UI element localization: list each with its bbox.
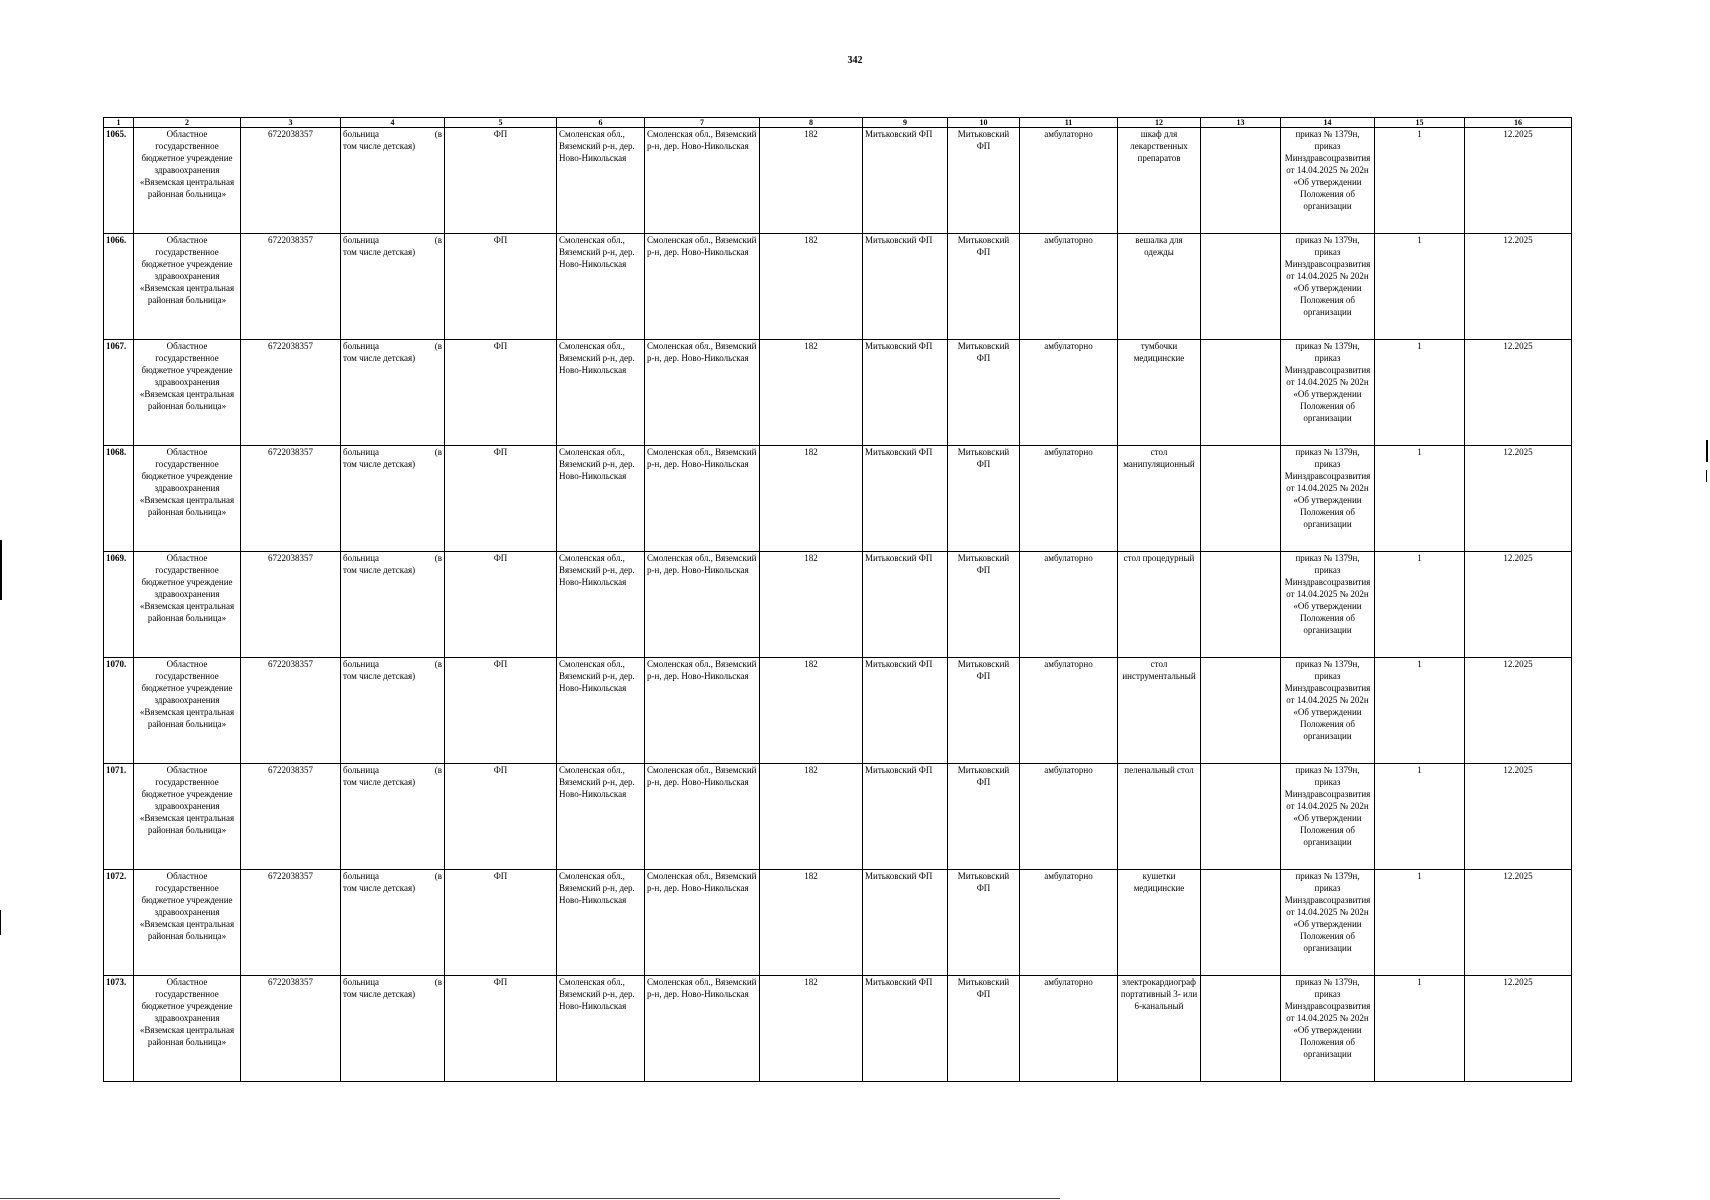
equipment-cell: вешалка для одежды [1118, 234, 1201, 340]
care-type-cell: амбулаторно [1020, 234, 1118, 340]
column-header: 8 [760, 118, 863, 128]
date-cell: 12.2025 [1465, 128, 1572, 234]
table-row [104, 870, 1572, 976]
order-cell: приказ № 1379н, приказ Минздравсоцразвития от 14.04.2025 № 202н «Об утверждении Положения об организации [1281, 552, 1375, 658]
facility-type-bracket: (в [434, 871, 442, 881]
equipment-cell: стол инструментальный [1118, 658, 1201, 764]
quantity-cell: 1 [1375, 764, 1465, 870]
empty-cell [1201, 234, 1281, 340]
column-header: 13 [1201, 118, 1281, 128]
address-cell: Смоленская обл., Вяземский р-н, дер. Ново-Никольская [557, 128, 645, 234]
facility-type-label: больница [343, 341, 379, 351]
table-row [104, 976, 1572, 1082]
facility-type-bracket: (в [434, 553, 442, 563]
unit-cell: Митьковский ФП [863, 446, 948, 552]
address-cell: Смоленская обл., Вяземский р-н, дер. Ново-Никольская [557, 976, 645, 1082]
facility-kind: ФП [445, 976, 557, 1082]
facility-kind: ФП [445, 340, 557, 446]
location-cell: Смоленская обл., Вяземский р-н, дер. Ново-Никольская [645, 552, 760, 658]
code-cell: 182 [760, 870, 863, 976]
facility-kind: ФП [445, 128, 557, 234]
organization-name: Областное государственное бюджетное учреждение здравоохранения «Вяземская центральная районная больница» [134, 976, 241, 1082]
row-number: 1068. [104, 446, 134, 552]
table-row [104, 340, 1572, 446]
subdivision-cell: Митьковский ФП [948, 976, 1020, 1082]
facility-type-label: больница [343, 447, 379, 457]
facility-type-note: том числе детская) [343, 247, 416, 257]
order-cell: приказ № 1379н, приказ Минздравсоцразвития от 14.04.2025 № 202н «Об утверждении Положения об организации [1281, 446, 1375, 552]
care-type-cell: амбулаторно [1020, 446, 1118, 552]
facility-type [341, 764, 445, 870]
location-cell: Смоленская обл., Вяземский р-н, дер. Ново-Никольская [645, 128, 760, 234]
register-table [103, 117, 1572, 1082]
scan-mark [1706, 440, 1708, 462]
facility-kind: ФП [445, 552, 557, 658]
empty-cell [1201, 870, 1281, 976]
inn-cell: 6722038357 [241, 764, 341, 870]
subdivision-cell: Митьковский ФП [948, 764, 1020, 870]
quantity-cell: 1 [1375, 870, 1465, 976]
column-header: 3 [241, 118, 341, 128]
date-cell: 12.2025 [1465, 340, 1572, 446]
facility-type-bracket: (в [434, 235, 442, 245]
table-row [104, 552, 1572, 658]
location-cell: Смоленская обл., Вяземский р-н, дер. Ново-Никольская [645, 976, 760, 1082]
facility-kind: ФП [445, 658, 557, 764]
empty-cell [1201, 446, 1281, 552]
inn-cell: 6722038357 [241, 128, 341, 234]
unit-cell: Митьковский ФП [863, 976, 948, 1082]
date-cell: 12.2025 [1465, 446, 1572, 552]
column-header: 10 [948, 118, 1020, 128]
unit-cell: Митьковский ФП [863, 128, 948, 234]
facility-type-note: том числе детская) [343, 989, 416, 999]
scan-mark [0, 540, 2, 600]
facility-type-bracket: (в [434, 977, 442, 987]
facility-type-note: том числе детская) [343, 883, 416, 893]
column-header: 9 [863, 118, 948, 128]
column-header: 6 [557, 118, 645, 128]
quantity-cell: 1 [1375, 976, 1465, 1082]
address-cell: Смоленская обл., Вяземский р-н, дер. Ново-Никольская [557, 870, 645, 976]
unit-cell: Митьковский ФП [863, 552, 948, 658]
code-cell: 182 [760, 764, 863, 870]
code-cell: 182 [760, 128, 863, 234]
date-cell: 12.2025 [1465, 976, 1572, 1082]
facility-type-bracket: (в [434, 129, 442, 139]
care-type-cell: амбулаторно [1020, 340, 1118, 446]
quantity-cell: 1 [1375, 446, 1465, 552]
care-type-cell: амбулаторно [1020, 764, 1118, 870]
table-body [104, 128, 1572, 1082]
code-cell: 182 [760, 658, 863, 764]
column-header: 2 [134, 118, 241, 128]
equipment-cell: шкаф для лекарственных препаратов [1118, 128, 1201, 234]
unit-cell: Митьковский ФП [863, 234, 948, 340]
facility-type [341, 976, 445, 1082]
facility-type-label: больница [343, 553, 379, 563]
column-header: 14 [1281, 118, 1375, 128]
order-cell: приказ № 1379н, приказ Минздравсоцразвития от 14.04.2025 № 202н «Об утверждении Положения об организации [1281, 234, 1375, 340]
care-type-cell: амбулаторно [1020, 976, 1118, 1082]
facility-type [341, 870, 445, 976]
location-cell: Смоленская обл., Вяземский р-н, дер. Ново-Никольская [645, 446, 760, 552]
order-cell: приказ № 1379н, приказ Минздравсоцразвития от 14.04.2025 № 202н «Об утверждении Положения об организации [1281, 870, 1375, 976]
scan-mark [0, 910, 1, 935]
organization-name: Областное государственное бюджетное учреждение здравоохранения «Вяземская центральная районная больница» [134, 870, 241, 976]
facility-type-note: том числе детская) [343, 141, 416, 151]
order-cell: приказ № 1379н, приказ Минздравсоцразвития от 14.04.2025 № 202н «Об утверждении Положения об организации [1281, 976, 1375, 1082]
subdivision-cell: Митьковский ФП [948, 658, 1020, 764]
empty-cell [1201, 340, 1281, 446]
date-cell: 12.2025 [1465, 764, 1572, 870]
empty-cell [1201, 764, 1281, 870]
inn-cell: 6722038357 [241, 976, 341, 1082]
column-header: 16 [1465, 118, 1572, 128]
column-header: 4 [341, 118, 445, 128]
order-cell: приказ № 1379н, приказ Минздравсоцразвития от 14.04.2025 № 202н «Об утверждении Положения об организации [1281, 658, 1375, 764]
table-row [104, 234, 1572, 340]
row-number: 1065. [104, 128, 134, 234]
subdivision-cell: Митьковский ФП [948, 340, 1020, 446]
empty-cell [1201, 976, 1281, 1082]
inn-cell: 6722038357 [241, 870, 341, 976]
inn-cell: 6722038357 [241, 658, 341, 764]
organization-name: Областное государственное бюджетное учреждение здравоохранения «Вяземская центральная районная больница» [134, 234, 241, 340]
care-type-cell: амбулаторно [1020, 552, 1118, 658]
facility-type-label: больница [343, 977, 379, 987]
row-number: 1071. [104, 764, 134, 870]
facility-type-label: больница [343, 129, 379, 139]
equipment-cell: стол манипуляционный [1118, 446, 1201, 552]
equipment-cell: стол процедурный [1118, 552, 1201, 658]
code-cell: 182 [760, 552, 863, 658]
facility-type-note: том числе детская) [343, 777, 416, 787]
column-header: 12 [1118, 118, 1201, 128]
unit-cell: Митьковский ФП [863, 340, 948, 446]
care-type-cell: амбулаторно [1020, 128, 1118, 234]
subdivision-cell: Митьковский ФП [948, 870, 1020, 976]
inn-cell: 6722038357 [241, 552, 341, 658]
address-cell: Смоленская обл., Вяземский р-н, дер. Ново-Никольская [557, 764, 645, 870]
scan-mark [1706, 470, 1707, 482]
table-header [104, 118, 1572, 128]
facility-kind: ФП [445, 446, 557, 552]
facility-type [341, 234, 445, 340]
subdivision-cell: Митьковский ФП [948, 128, 1020, 234]
order-cell: приказ № 1379н, приказ Минздравсоцразвития от 14.04.2025 № 202н «Об утверждении Положения об организации [1281, 764, 1375, 870]
address-cell: Смоленская обл., Вяземский р-н, дер. Ново-Никольская [557, 234, 645, 340]
facility-kind: ФП [445, 764, 557, 870]
facility-type [341, 446, 445, 552]
order-cell: приказ № 1379н, приказ Минздравсоцразвития от 14.04.2025 № 202н «Об утверждении Положения об организации [1281, 128, 1375, 234]
quantity-cell: 1 [1375, 128, 1465, 234]
code-cell: 182 [760, 234, 863, 340]
unit-cell: Митьковский ФП [863, 658, 948, 764]
empty-cell [1201, 658, 1281, 764]
table-row [104, 764, 1572, 870]
unit-cell: Митьковский ФП [863, 870, 948, 976]
page-number: 342 [847, 55, 863, 66]
date-cell: 12.2025 [1465, 658, 1572, 764]
row-number: 1066. [104, 234, 134, 340]
care-type-cell: амбулаторно [1020, 658, 1118, 764]
row-number: 1070. [104, 658, 134, 764]
organization-name: Областное государственное бюджетное учреждение здравоохранения «Вяземская центральная районная больница» [134, 128, 241, 234]
facility-kind: ФП [445, 234, 557, 340]
column-header: 11 [1020, 118, 1118, 128]
organization-name: Областное государственное бюджетное учреждение здравоохранения «Вяземская центральная районная больница» [134, 340, 241, 446]
subdivision-cell: Митьковский ФП [948, 446, 1020, 552]
equipment-cell: тумбочки медицинские [1118, 340, 1201, 446]
facility-type [341, 658, 445, 764]
inn-cell: 6722038357 [241, 234, 341, 340]
scan-bottom-edge [0, 1198, 1060, 1199]
address-cell: Смоленская обл., Вяземский р-н, дер. Ново-Никольская [557, 446, 645, 552]
location-cell: Смоленская обл., Вяземский р-н, дер. Ново-Никольская [645, 764, 760, 870]
table-row [104, 446, 1572, 552]
address-cell: Смоленская обл., Вяземский р-н, дер. Ново-Никольская [557, 658, 645, 764]
row-number: 1072. [104, 870, 134, 976]
date-cell: 12.2025 [1465, 552, 1572, 658]
organization-name: Областное государственное бюджетное учреждение здравоохранения «Вяземская центральная районная больница» [134, 446, 241, 552]
facility-type [341, 552, 445, 658]
facility-type-label: больница [343, 235, 379, 245]
facility-type-bracket: (в [434, 765, 442, 775]
facility-type-note: том числе детская) [343, 565, 416, 575]
facility-type-note: том числе детская) [343, 671, 416, 681]
care-type-cell: амбулаторно [1020, 870, 1118, 976]
facility-type-note: том числе детская) [343, 459, 416, 469]
organization-name: Областное государственное бюджетное учреждение здравоохранения «Вяземская центральная районная больница» [134, 552, 241, 658]
quantity-cell: 1 [1375, 340, 1465, 446]
quantity-cell: 1 [1375, 552, 1465, 658]
unit-cell: Митьковский ФП [863, 764, 948, 870]
facility-type-note: том числе детская) [343, 353, 416, 363]
inn-cell: 6722038357 [241, 340, 341, 446]
facility-type-label: больница [343, 659, 379, 669]
location-cell: Смоленская обл., Вяземский р-н, дер. Ново-Никольская [645, 340, 760, 446]
facility-type-label: больница [343, 765, 379, 775]
address-cell: Смоленская обл., Вяземский р-н, дер. Ново-Никольская [557, 552, 645, 658]
order-cell: приказ № 1379н, приказ Минздравсоцразвития от 14.04.2025 № 202н «Об утверждении Положения об организации [1281, 340, 1375, 446]
date-cell: 12.2025 [1465, 234, 1572, 340]
code-cell: 182 [760, 976, 863, 1082]
subdivision-cell: Митьковский ФП [948, 234, 1020, 340]
column-header: 1 [104, 118, 134, 128]
row-number: 1069. [104, 552, 134, 658]
row-number: 1073. [104, 976, 134, 1082]
facility-type [341, 128, 445, 234]
column-header: 5 [445, 118, 557, 128]
facility-kind: ФП [445, 870, 557, 976]
address-cell: Смоленская обл., Вяземский р-н, дер. Ново-Никольская [557, 340, 645, 446]
quantity-cell: 1 [1375, 234, 1465, 340]
equipment-cell: кушетки медицинские [1118, 870, 1201, 976]
column-header: 15 [1375, 118, 1465, 128]
inn-cell: 6722038357 [241, 446, 341, 552]
row-number: 1067. [104, 340, 134, 446]
organization-name: Областное государственное бюджетное учреждение здравоохранения «Вяземская центральная районная больница» [134, 764, 241, 870]
equipment-cell: электрокардиограф портативный 3- или 6-канальный [1118, 976, 1201, 1082]
location-cell: Смоленская обл., Вяземский р-н, дер. Ново-Никольская [645, 658, 760, 764]
equipment-cell: пеленальный стол [1118, 764, 1201, 870]
empty-cell [1201, 128, 1281, 234]
code-cell: 182 [760, 340, 863, 446]
organization-name: Областное государственное бюджетное учреждение здравоохранения «Вяземская центральная районная больница» [134, 658, 241, 764]
location-cell: Смоленская обл., Вяземский р-н, дер. Ново-Никольская [645, 234, 760, 340]
code-cell: 182 [760, 446, 863, 552]
quantity-cell: 1 [1375, 658, 1465, 764]
facility-type [341, 340, 445, 446]
facility-type-label: больница [343, 871, 379, 881]
empty-cell [1201, 552, 1281, 658]
facility-type-bracket: (в [434, 659, 442, 669]
facility-type-bracket: (в [434, 447, 442, 457]
location-cell: Смоленская обл., Вяземский р-н, дер. Ново-Никольская [645, 870, 760, 976]
date-cell: 12.2025 [1465, 870, 1572, 976]
table-row [104, 128, 1572, 234]
table-row [104, 658, 1572, 764]
subdivision-cell: Митьковский ФП [948, 552, 1020, 658]
facility-type-bracket: (в [434, 341, 442, 351]
column-header: 7 [645, 118, 760, 128]
